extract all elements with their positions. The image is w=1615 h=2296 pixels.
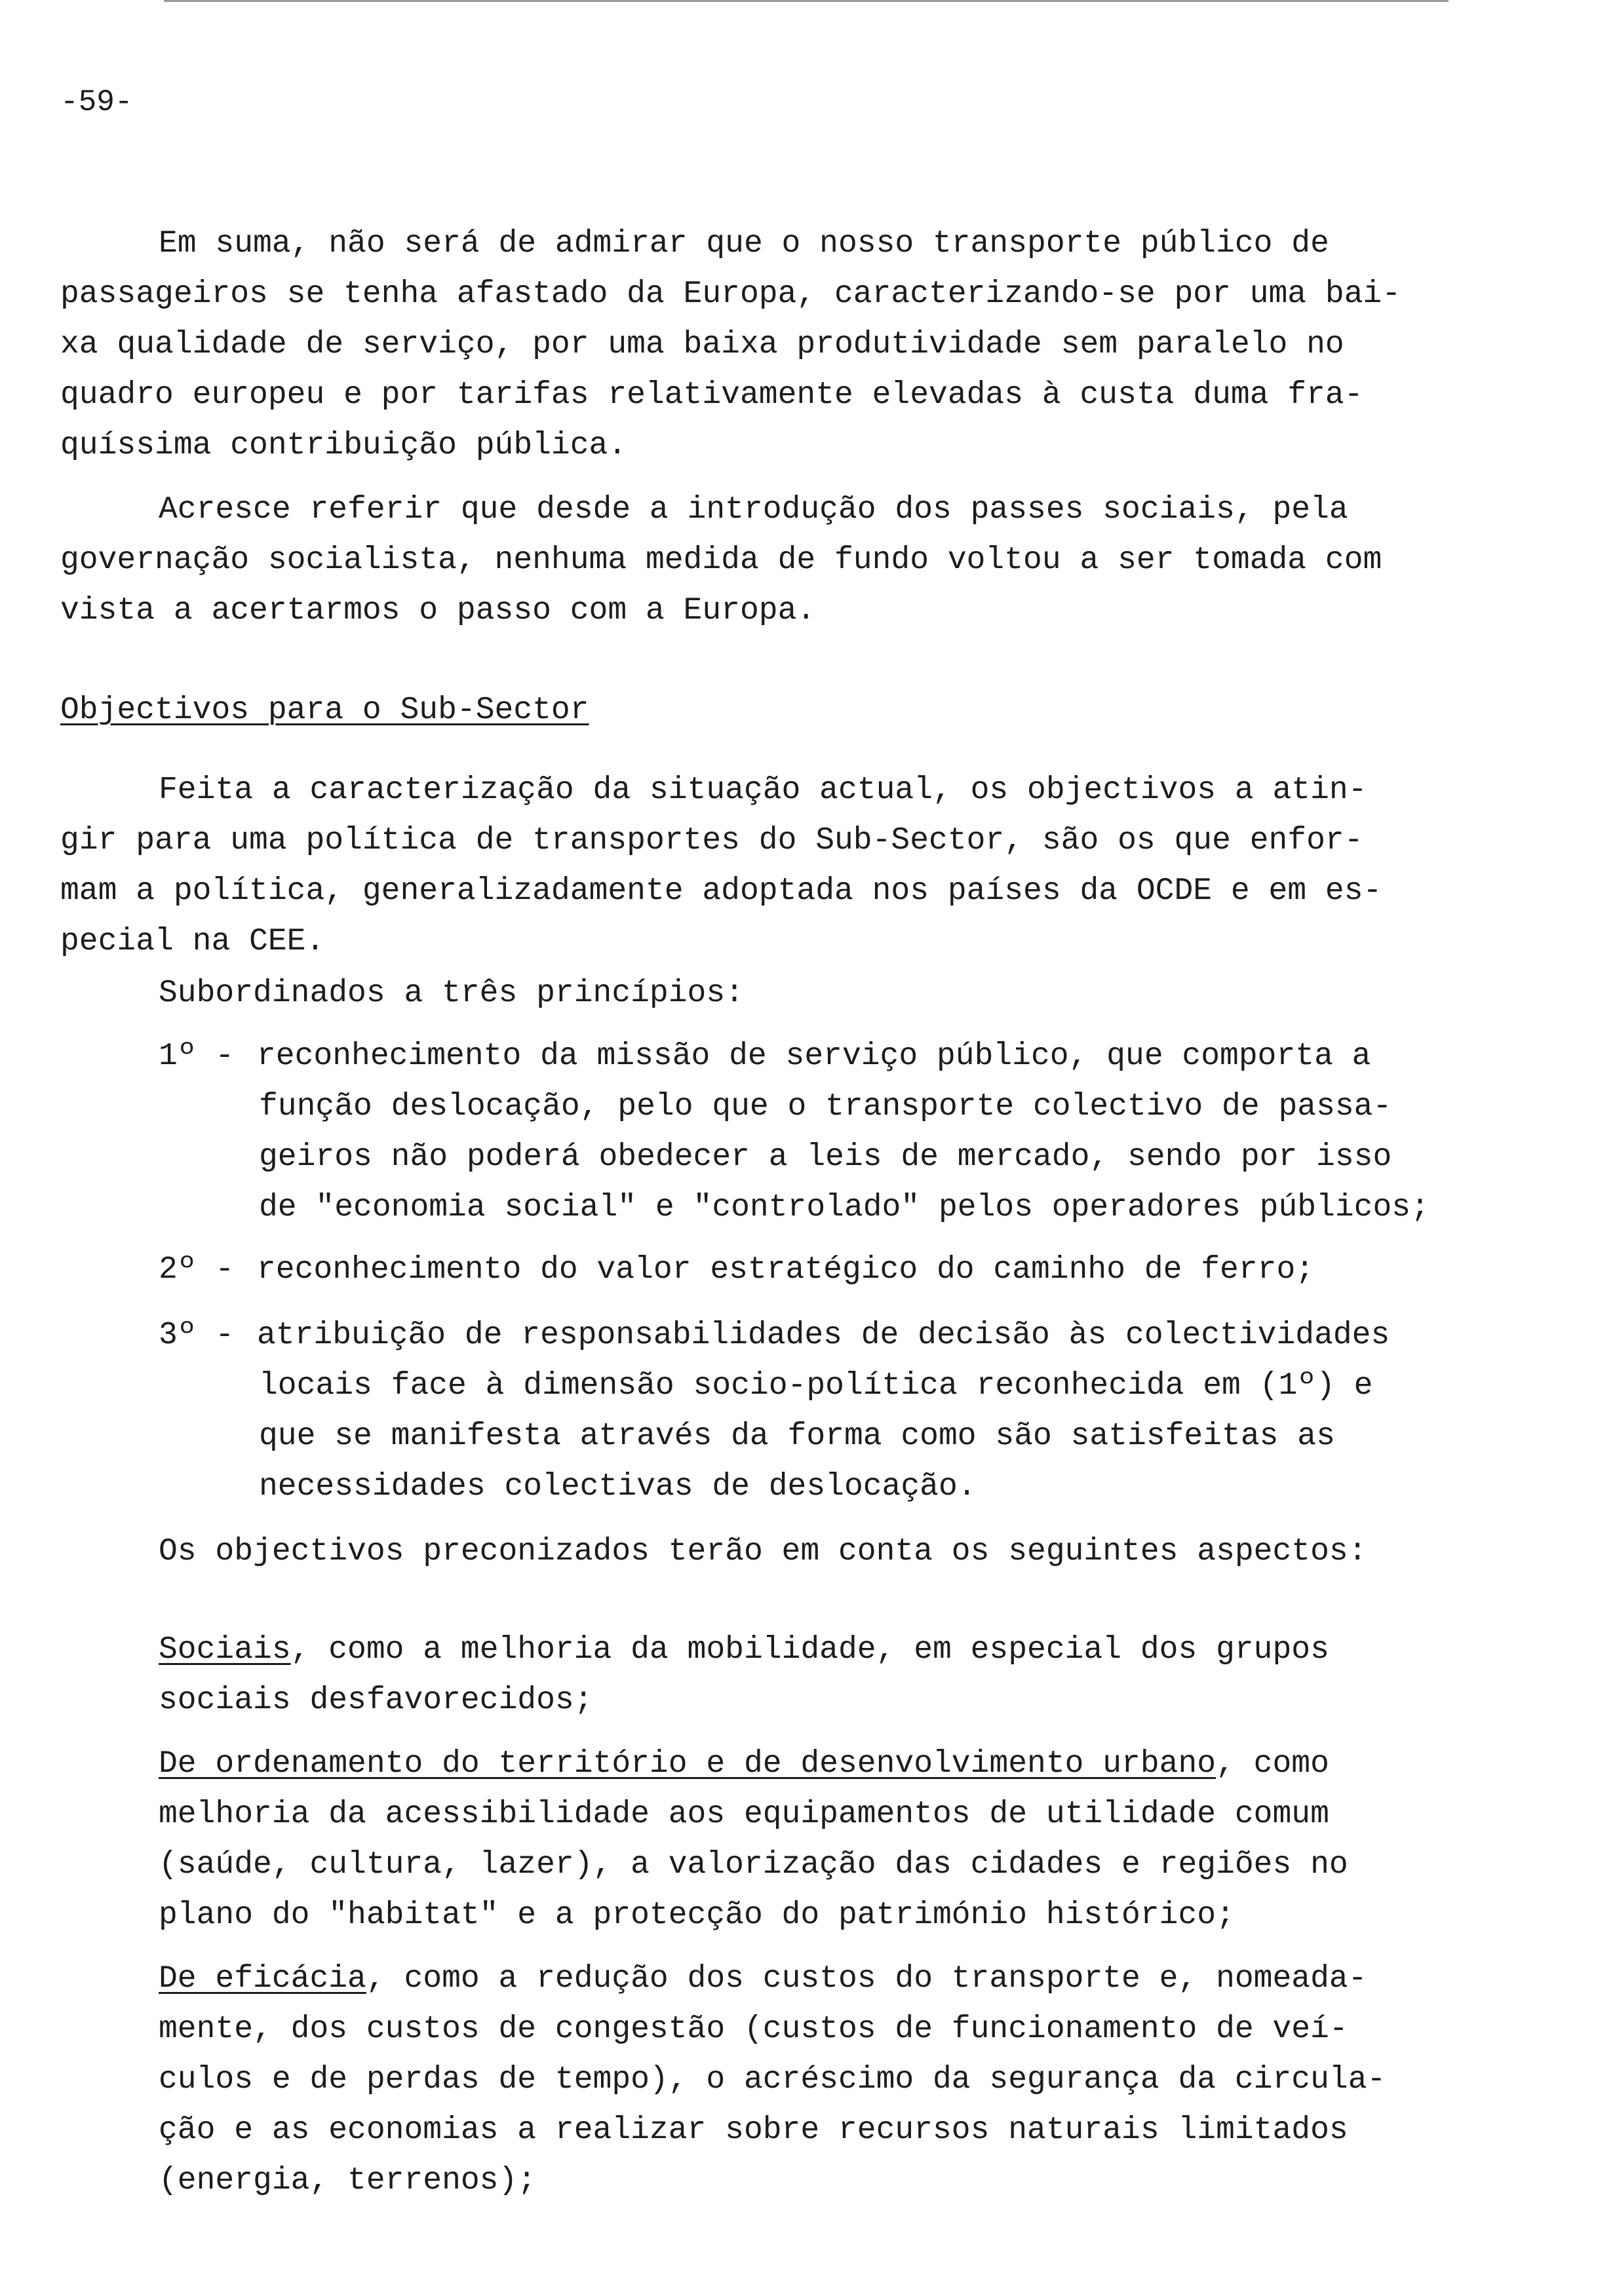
text-line: Feita a caracterização da situação actual, os objectivos a atin-	[159, 773, 1367, 808]
principle-number: 3º -	[159, 1318, 235, 1353]
text-line: , como	[1216, 1746, 1329, 1782]
text-line: governação socialista, nenhuma medida de fundo voltou a ser tomada com	[60, 543, 1382, 578]
text-line: sociais desfavorecidos;	[159, 1683, 593, 1718]
principle-item-1	[159, 1031, 1430, 1233]
principle-item-2	[159, 1245, 1314, 1295]
principle-number: 2º -	[159, 1252, 235, 1288]
text-line: atribuição de responsabilidades de decisão às colectividades	[257, 1318, 1390, 1353]
section-paragraph	[60, 765, 1489, 967]
intro-paragraph-2	[60, 485, 1489, 636]
aspect-sociais	[60, 1625, 1489, 1726]
text-line: necessidades colectivas de deslocação.	[259, 1469, 977, 1504]
aspect-eficacia	[60, 1954, 1489, 2206]
aspect-label: De eficácia	[159, 1961, 366, 1997]
text-line: quíssima contribuição pública.	[60, 428, 627, 463]
text-line: função deslocação, pelo que o transporte colectivo de passa-	[259, 1089, 1392, 1124]
text-line: , como a redução dos custos do transporte e, nomeada-	[366, 1961, 1367, 1997]
text-line: vista a acertarmos o passo com a Europa.	[60, 593, 816, 628]
intro-paragraph-1	[60, 219, 1489, 471]
text-line: geiros não poderá obedecer a leis de mercado, sendo por isso	[259, 1139, 1392, 1175]
text-line: (energia, terrenos);	[159, 2163, 537, 2198]
text-line: quadro europeu e por tarifas relativamente elevadas à custa duma fra-	[60, 377, 1363, 413]
text-line: locais face à dimensão socio-política reconhecida em (1º) e	[259, 1368, 1373, 1404]
text-line: passageiros se tenha afastado da Europa, caracterizando-se por uma bai-	[60, 277, 1401, 312]
text-line: Em suma, não será de admirar que o nosso transporte público de	[159, 226, 1329, 261]
text-line: (saúde, cultura, lazer), a valorização das cidades e regiões no	[159, 1847, 1348, 1883]
text-line: pecial na CEE.	[60, 924, 325, 959]
principle-item-3	[159, 1311, 1390, 1512]
section-heading	[60, 685, 1489, 736]
text-line: melhoria da acessibilidade aos equipamentos de utilidade comum	[159, 1797, 1329, 1832]
principle-number: 1º -	[159, 1039, 235, 1074]
text-line: mam a política, generalizadamente adoptada nos países da OCDE e em es-	[60, 873, 1382, 909]
aspect-label: De ordenamento do território e de desenvolvimento urbano	[159, 1746, 1216, 1782]
text-line: plano do "habitat" e a protecção do património histórico;	[159, 1898, 1235, 1933]
section-title: Objectivos para o Sub-Sector	[60, 693, 589, 728]
text-line: reconhecimento da missão de serviço público, que comporta a	[257, 1039, 1371, 1074]
text-line: culos e de perdas de tempo), o acréscimo da segurança da circula-	[159, 2062, 1386, 2097]
text-line: mente, dos custos de congestão (custos de funcionamento de veí-	[159, 2012, 1348, 2047]
text-line: xa qualidade de serviço, por uma baixa produtividade sem paralelo no	[60, 327, 1344, 362]
text-line: gir para uma política de transportes do Sub-Sector, são os que enfor-	[60, 823, 1363, 858]
subordinados-line	[60, 968, 1489, 1019]
text-line: Acresce referir que desde a introdução dos passes sociais, pela	[159, 492, 1348, 527]
top-rule	[164, 0, 1449, 2]
aspect-label: Sociais	[159, 1632, 291, 1668]
text-line: reconhecimento do valor estratégico do caminho de ferro;	[257, 1252, 1315, 1288]
text-line: ção e as economias a realizar sobre recursos naturais limitados	[159, 2113, 1348, 2148]
text-line: Os objectivos preconizados terão em conta os seguintes aspectos:	[159, 1534, 1367, 1569]
text-line: de "economia social" e "controlado" pelos operadores públicos;	[259, 1190, 1430, 1225]
aspects-intro	[60, 1527, 1489, 1577]
text-line: que se manifesta através da forma como são satisfeitas as	[259, 1419, 1335, 1454]
text-line: Subordinados a três princípios:	[159, 976, 744, 1011]
text-line: , como a melhoria da mobilidade, em especial dos grupos	[290, 1632, 1329, 1668]
aspect-ordenamento	[60, 1739, 1489, 1941]
page-number: -59-	[60, 85, 133, 119]
